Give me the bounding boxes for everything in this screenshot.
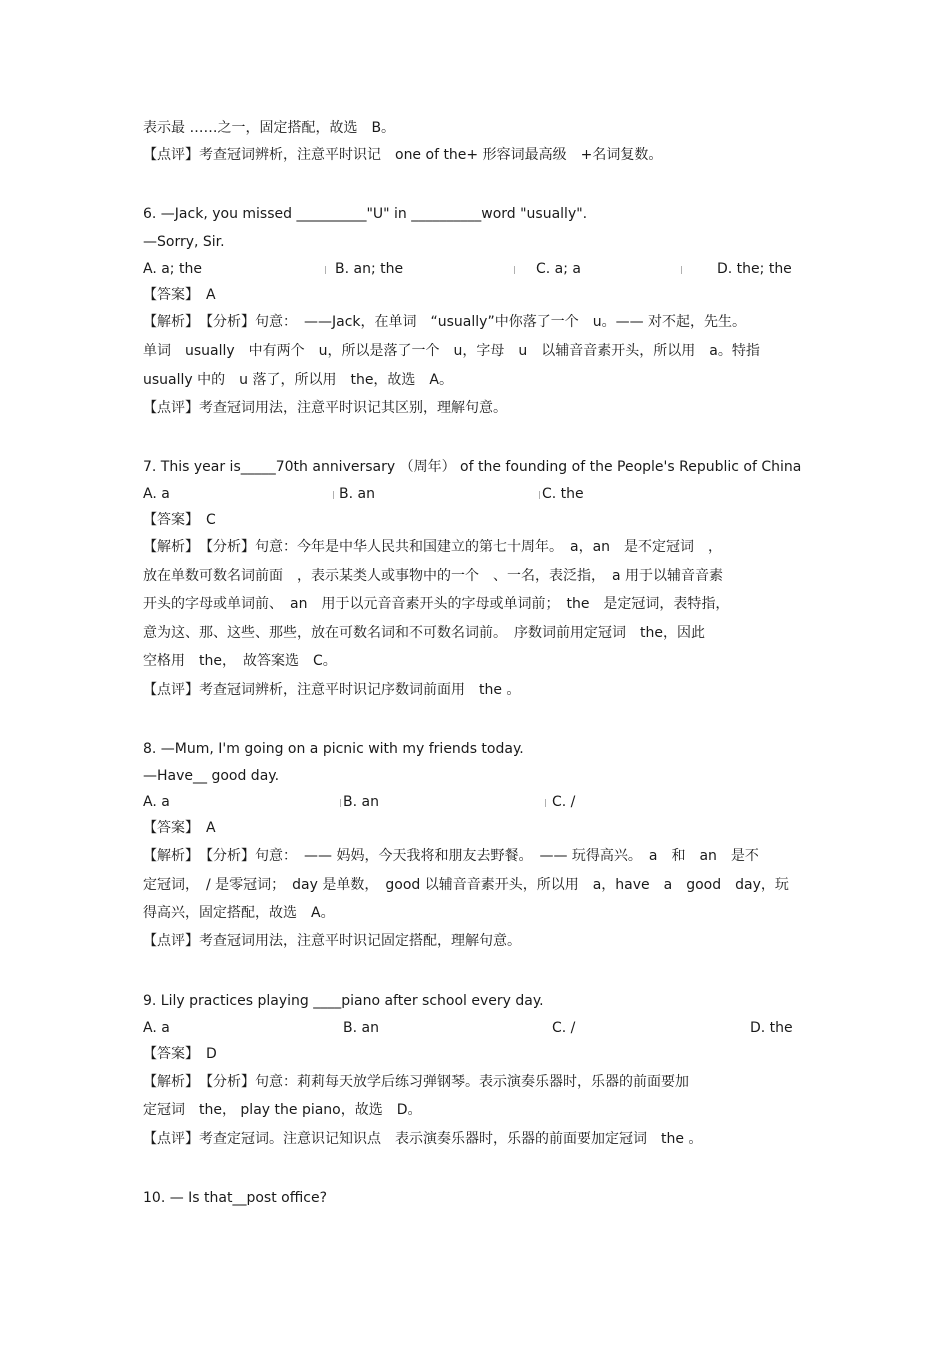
- q6-option-a: A. a; the: [143, 261, 202, 277]
- q6-option-c: C. a; a: [536, 261, 582, 277]
- q9-answer: 【答案】 D: [143, 1046, 217, 1062]
- option-divider: [340, 799, 341, 807]
- q6-comment: 【点评】考查冠词用法，注意平时识记其区别，理解句意。: [143, 400, 507, 416]
- q6-answer: 【答案】 A: [143, 287, 216, 303]
- q8-option-a: A. a: [143, 794, 170, 810]
- q6-analysis: 单词 usually 中有两个 u，所以是落了一个 u，字母 u 以辅音音素开头，所以用 a。特指: [143, 343, 760, 359]
- q7-analysis: 空格用 the， 故答案选 C。: [143, 653, 337, 669]
- q6-analysis: 【解析】 【分析】句意： ——Jack，在单词 “usually”中你落了一个 u。—— 对不起，先生。: [143, 314, 747, 330]
- q9-comment: 【点评】考查定冠词。注意识记知识点 表示演奏乐器时，乐器的前面要加定冠词 the 。: [143, 1131, 703, 1147]
- q6-stem: 6. —Jack, you missed __________"U" in __________word "usually".: [143, 206, 588, 222]
- q9-option-a: A. a: [143, 1020, 170, 1036]
- top-comment: 【点评】考查冠词辨析，注意平时识记 one of the+ 形容词最高级 +名词复数。: [143, 147, 663, 163]
- q7-analysis: 【解析】 【分析】句意：今年是中华人民共和国建立的第七十周年。 a，an 是不定冠词 ，: [143, 539, 723, 555]
- q9-stem: 9. Lily practices playing ____piano after school every day.: [143, 993, 544, 1009]
- q8-analysis: 得高兴，固定搭配，故选 A。: [143, 905, 335, 921]
- q7-comment: 【点评】考查冠词辨析，注意平时识记序数词前面用 the 。: [143, 682, 521, 698]
- q7-analysis: 意为这、那、这些、那些，放在可数名词和不可数名词前。 序数词前用定冠词 the，因此: [143, 625, 705, 641]
- q8-option-c: C. /: [552, 794, 576, 810]
- q7-option-b: B. an: [339, 486, 375, 502]
- q10-stem: 10. — Is that__post office?: [143, 1190, 327, 1206]
- option-divider: [539, 491, 540, 499]
- q7-stem: 7. This year is_____70th anniversary （周年） of the founding of the People's Republic of China: [143, 459, 802, 475]
- q6-analysis: usually 中的 u 落了，所以用 the，故选 A。: [143, 372, 454, 388]
- q7-analysis: 放在单数可数名词前面 ，表示某类人或事物中的一个 、一名，表泛指， a 用于以辅音音素: [143, 568, 724, 584]
- q6-reply: —Sorry, Sir.: [143, 234, 225, 250]
- q8-analysis: 定冠词， / 是零冠词； day 是单数， good 以辅音音素开头，所以用 a，have a good day，玩: [143, 877, 789, 893]
- q7-option-c: C. the: [542, 486, 584, 502]
- option-divider: [681, 266, 682, 274]
- q9-option-d: D. the: [750, 1020, 793, 1036]
- option-divider: [545, 799, 546, 807]
- q6-option-b: B. an; the: [335, 261, 404, 277]
- option-divider: [325, 266, 326, 274]
- q8-stem: 8. —Mum, I'm going on a picnic with my friends today.: [143, 741, 524, 757]
- option-divider: [514, 266, 515, 274]
- q9-analysis: 定冠词 the， play the piano，故选 D。: [143, 1102, 422, 1118]
- q8-analysis: 【解析】 【分析】句意： —— 妈妈，今天我将和朋友去野餐。 —— 玩得高兴。 a 和 an 是不: [143, 848, 759, 864]
- q7-answer: 【答案】 C: [143, 512, 216, 528]
- q8-answer: 【答案】 A: [143, 820, 216, 836]
- q8-option-b: B. an: [343, 794, 379, 810]
- q8-comment: 【点评】考查冠词用法，注意平时识记固定搭配，理解句意。: [143, 933, 521, 949]
- top-line: 表示最 ……之一，固定搭配，故选 B。: [143, 120, 396, 136]
- q8-reply: —Have__ good day.: [143, 768, 280, 784]
- option-divider: [333, 491, 334, 499]
- q7-option-a: A. a: [143, 486, 170, 502]
- q6-option-d: D. the; the: [717, 261, 792, 277]
- q9-option-b: B. an: [343, 1020, 379, 1036]
- q7-analysis: 开头的字母或单词前、 an 用于以元音音素开头的字母或单词前； the 是定冠词，表特指，: [143, 596, 730, 612]
- q9-option-c: C. /: [552, 1020, 576, 1036]
- q9-analysis: 【解析】 【分析】句意：莉莉每天放学后练习弹钢琴。表示演奏乐器时，乐器的前面要加: [143, 1074, 689, 1090]
